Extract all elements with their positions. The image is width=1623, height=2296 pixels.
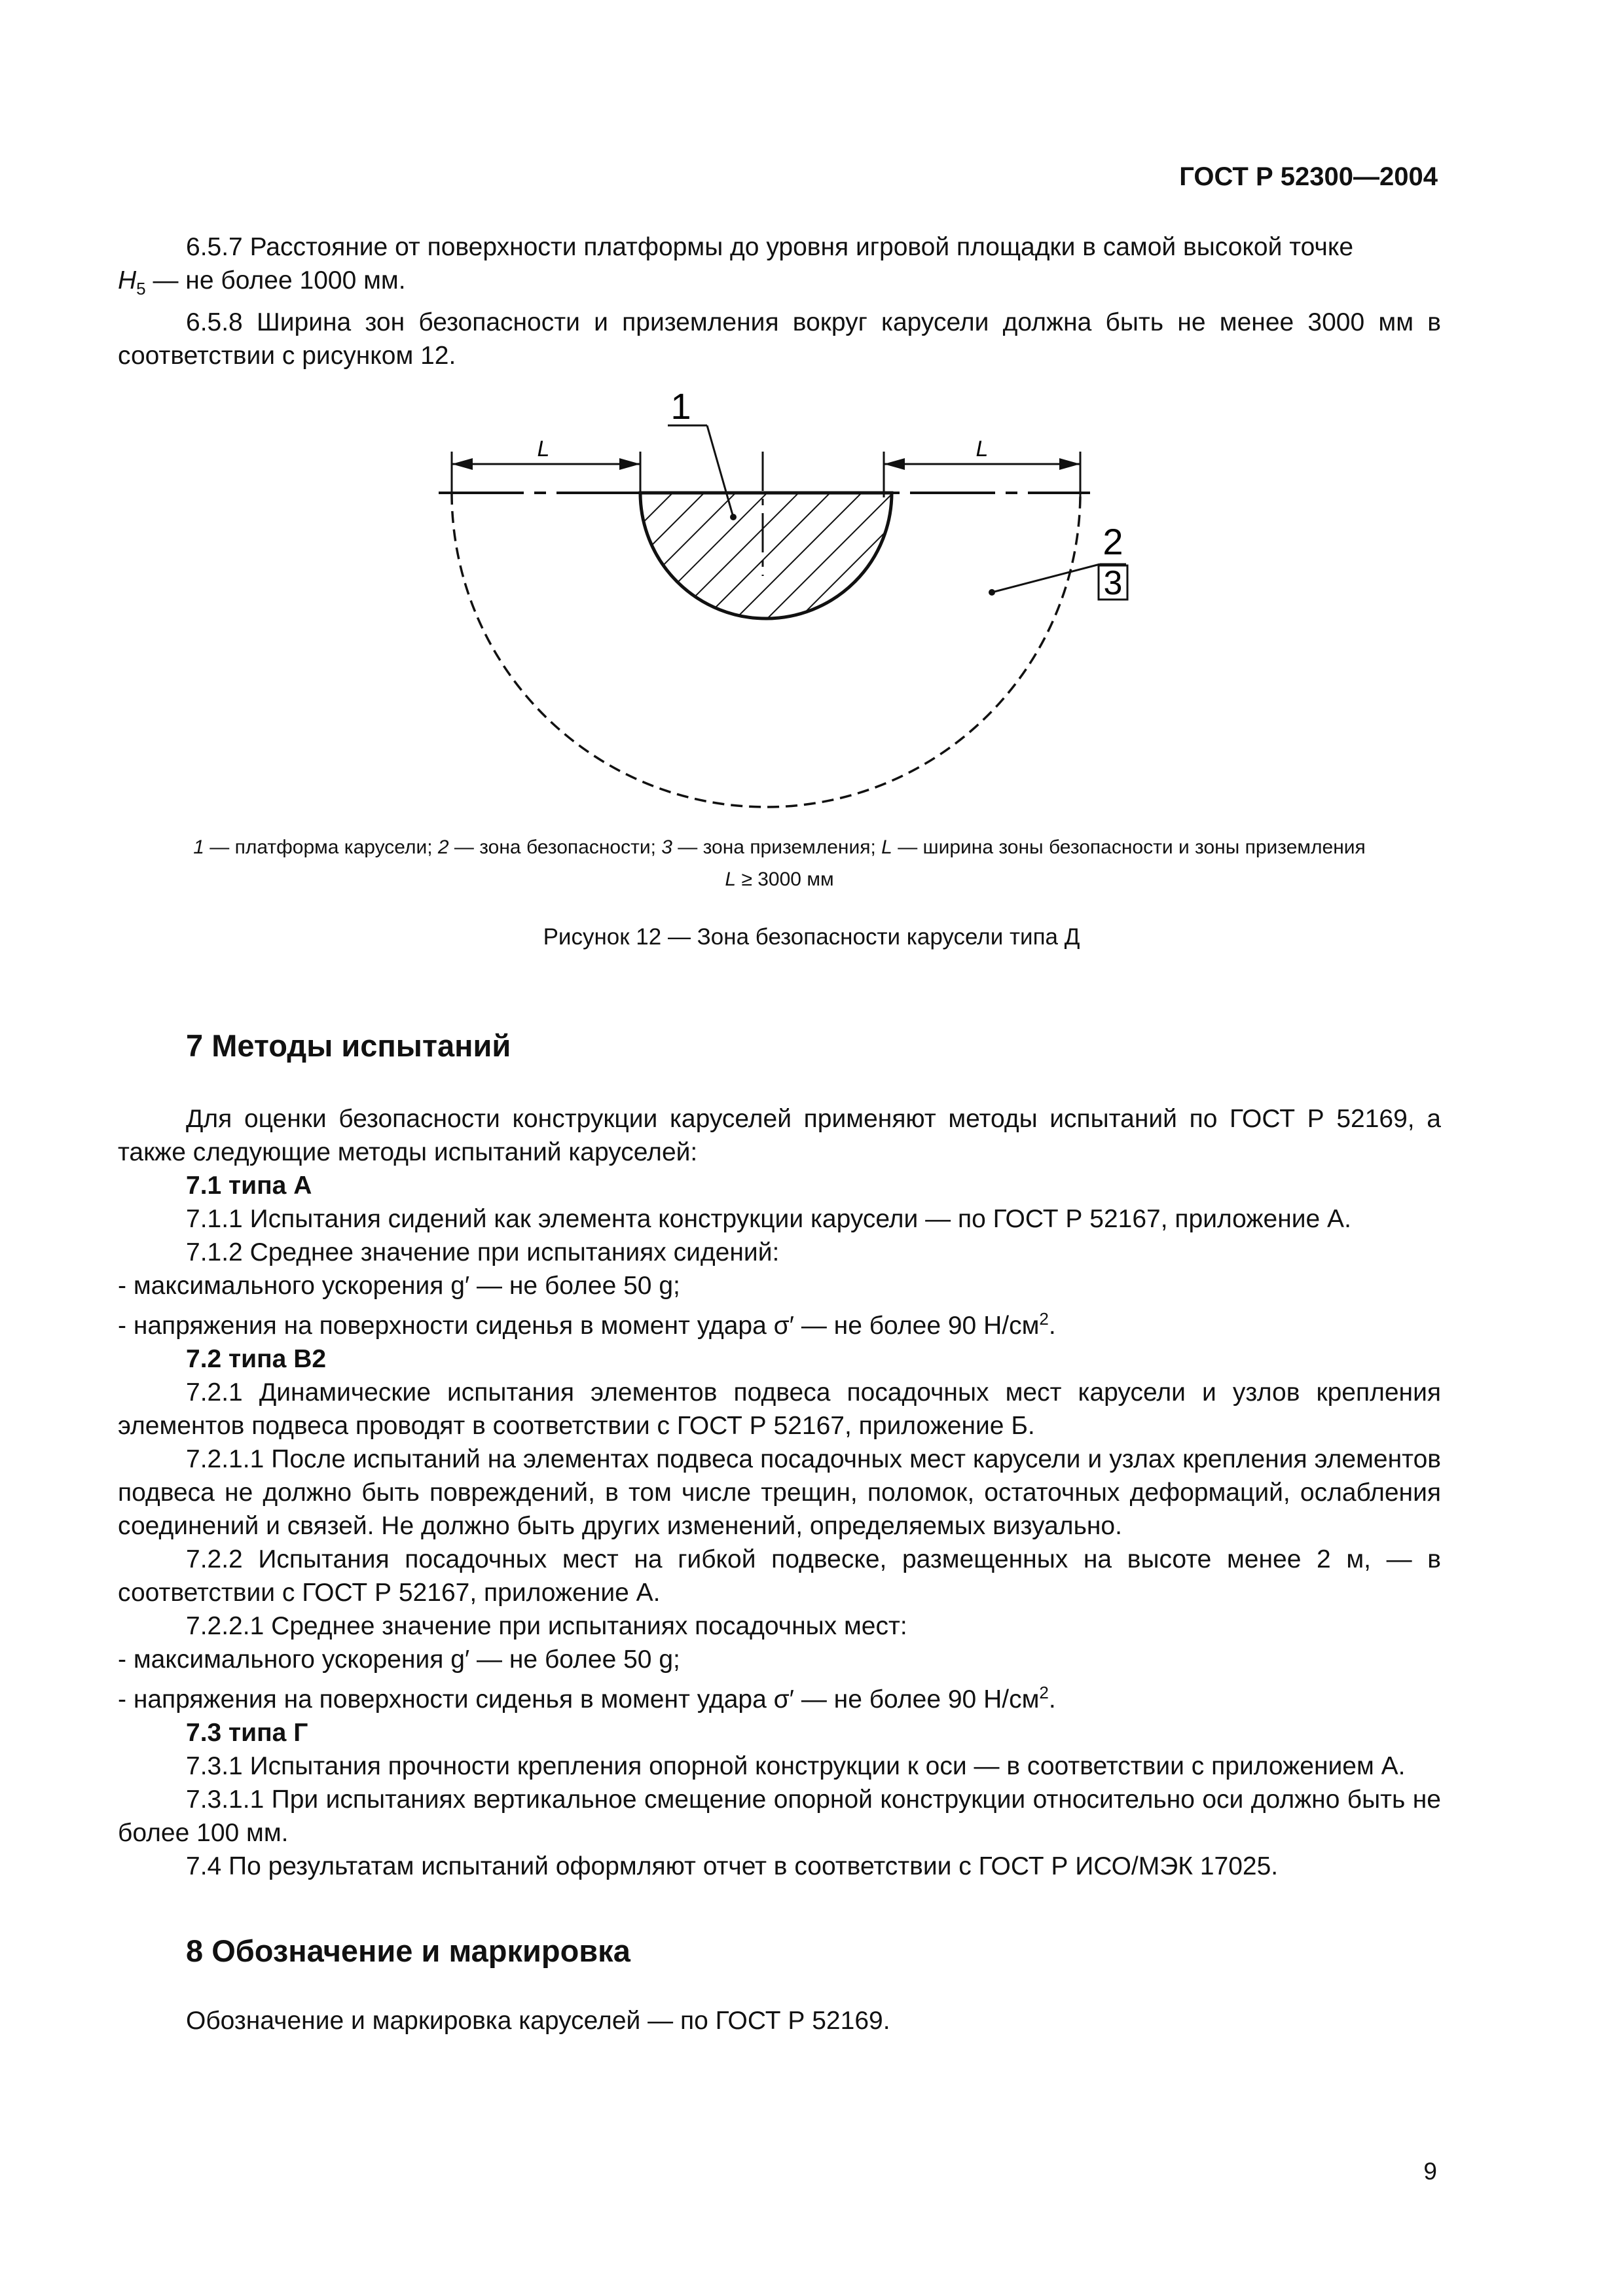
paragraph-8: Обозначение и маркировка каруселей — по ГОСТ Р 52169. — [186, 2007, 890, 2035]
paragraph-7-1-2: 7.1.2 Среднее значение при испытаниях сидений: — [186, 1238, 780, 1266]
paragraph-7-2-1-1: 7.2.1.1 После испытаний на элементах подвеса посадочных мест карусели и узлах крепления элементов подвеса не должно быть повреждений, в том числе трещин, поломок, остаточных деформаций, ослабления соединений и связей. Не должно быть других изменений, определяемых визуально. — [118, 1445, 1441, 1540]
section-8-text — [118, 2004, 1441, 2037]
carousel-platform — [640, 493, 892, 619]
paragraph-7-1-1: 7.1.1 Испытания сидений как элемента конструкции карусели — по ГОСТ Р 52167, приложение А. — [186, 1205, 1351, 1233]
paragraph-6-5-8: 6.5.8 Ширина зон безопасности и приземления вокруг карусели должна быть не менее 3000 мм в соответствии с рисунком 12. — [118, 308, 1441, 370]
section-7-intro: Для оценки безопасности конструкции каруселей применяют методы испытаний по ГОСТ Р 52169, а также следующие методы испытаний каруселей: — [118, 1105, 1441, 1166]
figure-legend: 1 — платформа карусели; 2 — зона безопасности; 3 — зона приземления; L — ширина зоны безопасности и зоны приземления L ≥ 3000 мм — [193, 836, 1366, 890]
carousel-safety-zone-figure — [0, 376, 1623, 828]
callout-label-1: 1 — [670, 386, 691, 427]
list-item: - максимального ускорения g′ — не более 50 g; — [118, 1272, 680, 1300]
section-7-text — [118, 1102, 1441, 1883]
subsection-7-2: 7.2 типа В2 — [186, 1345, 327, 1373]
paragraph-7-2-2-1: 7.2.2.1 Среднее значение при испытаниях посадочных мест: — [186, 1612, 907, 1640]
paragraph-7-3-1: 7.3.1 Испытания прочности крепления опорной конструкции к оси — в соответствии с приложением А. — [186, 1752, 1406, 1780]
document-header: ГОСТ Р 52300—2004 — [1179, 162, 1438, 191]
dimension-label-left: L — [537, 437, 550, 461]
paragraph-6-5-7-cont: $H_5$ — не более 1000 мм. — [118, 266, 406, 298]
page-number: 9 — [1423, 2158, 1437, 2185]
paragraph-6-5-7: 6.5.7 Расстояние от поверхности платформы до уровня игровой площадки в самой высокой точке — [186, 233, 1354, 261]
list-item: - напряжения на поверхности сиденья в момент удара σ′ — не более 90 $Н/см^2$. — [118, 1309, 1056, 1340]
callout-label-2: 2 — [1103, 521, 1123, 562]
paragraph-7-2-2: 7.2.2 Испытания посадочных мест на гибкой подвеске, размещенных на высоте менее 2 м, — в соответствии с ГОСТ Р 52167, приложение А. — [118, 1545, 1441, 1607]
paragraph-7-4: 7.4 По результатам испытаний оформляют отчет в соответствии с ГОСТ Р ИСО/МЭК 17025. — [186, 1852, 1279, 1880]
list-item: - максимального ускорения g′ — не более 50 g; — [118, 1645, 680, 1674]
figure-caption: Рисунок 12 — Зона безопасности карусели типа Д — [543, 924, 1080, 950]
subsection-7-1: 7.1 типа А — [186, 1172, 312, 1200]
list-item: - напряжения на поверхности сиденья в момент удара σ′ — не более 90 $Н/см^2$. — [118, 1683, 1056, 1713]
callout-label-3: 3 — [1103, 564, 1123, 602]
section-8-title: 8 Обозначение и маркировка — [186, 1933, 630, 1968]
subsection-7-3: 7.3 типа Г — [186, 1719, 308, 1747]
dimension-label-right: L — [976, 437, 989, 461]
section-7-title: 7 Методы испытаний — [186, 1028, 511, 1063]
paragraph-7-2-1: 7.2.1 Динамические испытания элементов подвеса посадочных мест карусели и узлов крепления элементов подвеса проводят в соответствии с ГОСТ Р 52167, приложение Б. — [118, 1378, 1441, 1440]
section-6-5-text — [118, 230, 1441, 372]
paragraph-7-3-1-1: 7.3.1.1 При испытаниях вертикальное смещение опорной конструкции относительно оси должно быть не более 100 мм. — [118, 1785, 1441, 1847]
